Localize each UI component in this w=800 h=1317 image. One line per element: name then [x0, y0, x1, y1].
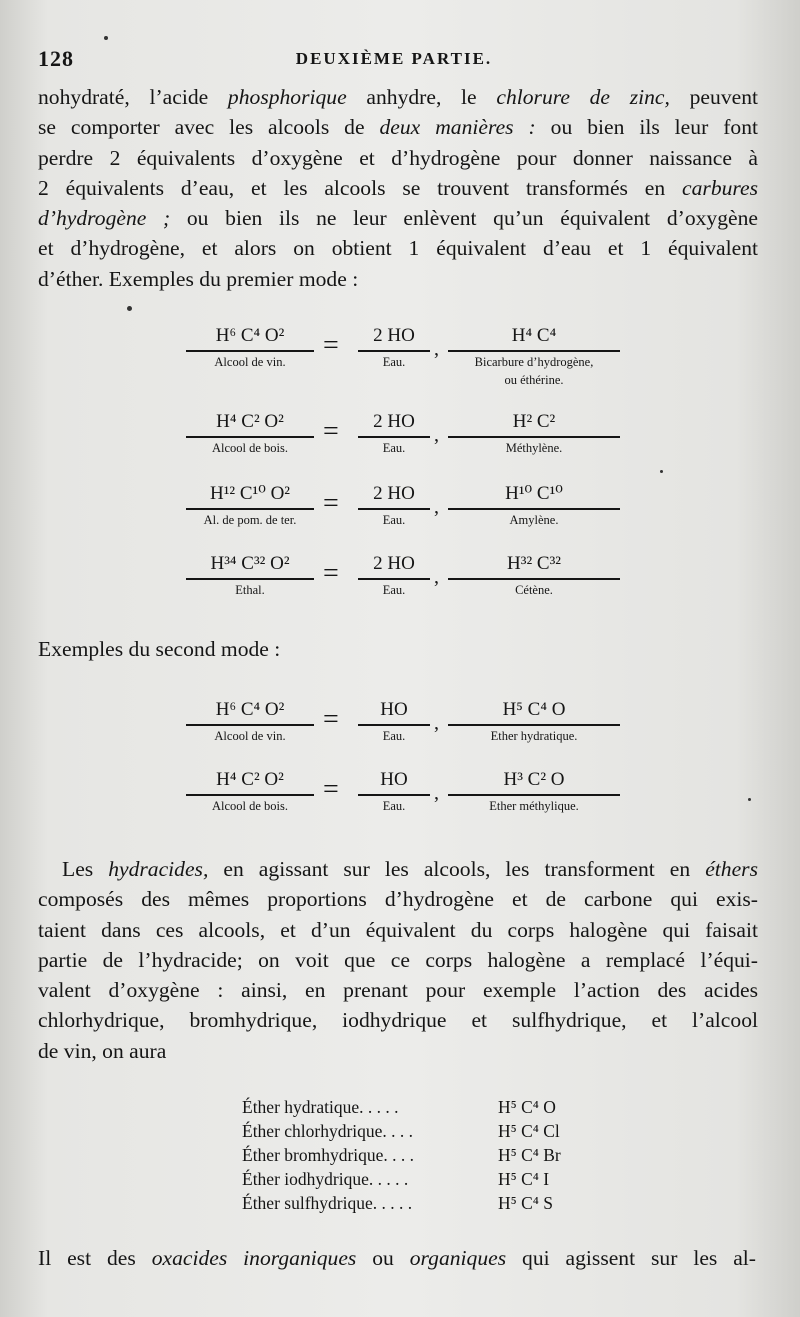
ether-name: Éther sulfhydrique. . . . . — [242, 1193, 413, 1213]
ether-row — [242, 1191, 602, 1215]
text-line — [38, 173, 758, 203]
water-formula-label: Eau. — [382, 441, 406, 455]
text-run: deux manières : — [379, 115, 536, 140]
equals-sign: = — [323, 416, 339, 447]
text-run: se comporter avec les alcools de — [38, 115, 380, 140]
product-formula — [448, 698, 620, 744]
water-formula — [358, 324, 430, 370]
reactant-formula-numerator: H³⁴ C³² O² — [186, 552, 314, 580]
reactant-formula-label: Alcool de bois. — [211, 441, 289, 455]
product-formula-numerator: H⁴ C⁴ — [448, 324, 620, 352]
text-run: en agissant sur les alcools, les transforment en — [208, 857, 706, 881]
equals-sign: = — [323, 704, 339, 735]
product-formula-numerator: H² C² — [448, 410, 620, 438]
ether-row — [242, 1167, 602, 1191]
text-run: d’éther. Exemples du premier mode : — [38, 266, 359, 291]
comma-separator: , — [434, 712, 439, 734]
comma-separator: , — [434, 496, 439, 518]
comma-separator: , — [434, 782, 439, 804]
water-formula-numerator: HO — [358, 768, 430, 796]
equation-first-mode — [186, 324, 626, 386]
comma-separator: , — [434, 566, 439, 588]
text-line — [38, 1005, 758, 1035]
text-run: organiques — [409, 1246, 507, 1270]
text-run: ou — [356, 1246, 410, 1270]
water-formula-label: Eau. — [382, 513, 406, 527]
text-run: Les — [62, 857, 109, 881]
ether-formula: H⁵ C⁴ S — [498, 1193, 553, 1213]
equals-sign: = — [323, 558, 339, 589]
equation-second-mode — [186, 698, 626, 760]
text-line — [38, 264, 758, 294]
water-formula — [358, 410, 430, 456]
comma-separator: , — [434, 338, 439, 360]
text-run: chlorhydrique, bromhydrique, iodhydrique et sulfhydrique, et l’alcool — [38, 1008, 758, 1033]
product-formula-label: Bicarbure d’hydrogène, — [474, 355, 594, 369]
ether-name: Éther bromhydrique. . . . — [242, 1145, 415, 1165]
water-formula-label: Eau. — [382, 799, 406, 813]
product-formula — [448, 410, 620, 456]
text-run: composés des mêmes proportions d’hydrogène et de carbone qui exis- — [38, 887, 758, 912]
text-run: éthers — [705, 857, 758, 881]
reactant-formula-numerator: H⁶ C⁴ O² — [186, 324, 314, 352]
reactant-formula-label: Alcool de bois. — [211, 799, 289, 813]
text-line — [38, 203, 758, 233]
text-line — [38, 915, 758, 945]
equation-first-mode — [186, 410, 626, 472]
text-run: nohydraté, l’acide — [38, 85, 228, 109]
text-run: Il est des — [38, 1246, 152, 1270]
ether-row — [242, 1143, 602, 1167]
paragraph-hydracides — [38, 854, 758, 1066]
water-formula-numerator: 2 HO — [358, 410, 430, 438]
ether-row — [242, 1095, 602, 1119]
ether-formula-table — [242, 1095, 602, 1215]
water-formula-label: Eau. — [382, 355, 406, 369]
text-line — [38, 112, 758, 142]
water-formula-label: Eau. — [382, 583, 406, 597]
product-formula-label: Méthylène. — [505, 441, 563, 455]
text-line — [38, 1246, 756, 1270]
running-head: DEUXIÈME PARTIE. — [295, 49, 493, 68]
product-label-continued: ou éthérine. — [504, 373, 564, 387]
reactant-formula-label: Alcool de vin. — [214, 355, 286, 369]
paragraph-oxacides — [38, 1243, 756, 1273]
product-formula — [448, 482, 620, 528]
ink-speck — [127, 306, 132, 311]
reactant-formula-numerator: H¹² C¹⁰ O² — [186, 482, 314, 510]
reactant-formula-numerator: H⁴ C² O² — [186, 410, 314, 438]
water-formula — [358, 482, 430, 528]
product-formula-label: Ether méthylique. — [489, 799, 579, 813]
water-formula-numerator: 2 HO — [358, 324, 430, 352]
text-line — [38, 82, 758, 112]
reactant-formula-numerator: H⁴ C² O² — [186, 768, 314, 796]
text-line — [38, 233, 758, 263]
text-line — [38, 1036, 758, 1066]
text-run: 2 équivalents d’eau, et les alcools se trouvent transformés en — [38, 175, 683, 200]
reactant-formula — [186, 482, 314, 528]
equation-first-mode — [186, 552, 626, 614]
product-formula — [448, 552, 620, 598]
equals-sign: = — [323, 488, 339, 519]
equation-first-mode — [186, 482, 626, 544]
text-run: oxacides inorganiques — [151, 1246, 357, 1270]
text-run: chlorure de zinc, — [496, 85, 670, 109]
equals-sign: = — [323, 330, 339, 361]
water-formula — [358, 552, 430, 598]
text-run: ou bien ils leur font — [535, 115, 758, 140]
reactant-formula — [186, 410, 314, 456]
product-formula-numerator: H³ C² O — [448, 768, 620, 796]
reactant-formula — [186, 324, 314, 370]
water-formula-numerator: HO — [358, 698, 430, 726]
product-formula-label: Cétène. — [515, 583, 553, 597]
text-line — [38, 884, 758, 914]
text-run: phosphorique — [227, 85, 347, 109]
comma-separator: , — [434, 424, 439, 446]
text-line — [38, 854, 758, 884]
equals-sign: = — [323, 774, 339, 805]
ether-formula: H⁵ C⁴ I — [498, 1169, 550, 1189]
second-mode-heading: Exemples du second mode : — [38, 637, 281, 661]
paragraph-dehydration-intro — [38, 82, 758, 294]
ether-name: Éther hydratique. . . . . — [242, 1097, 399, 1117]
ether-formula: H⁵ C⁴ O — [498, 1097, 556, 1117]
reactant-formula-label: Al. de pom. de ter. — [203, 513, 297, 527]
product-formula-numerator: H⁵ C⁴ O — [448, 698, 620, 726]
text-run: valent d’oxygène : ainsi, en prenant pour exemple l’action des acides — [38, 978, 758, 1003]
ether-formula: H⁵ C⁴ Br — [498, 1145, 561, 1165]
water-formula — [358, 698, 430, 744]
reactant-formula — [186, 698, 314, 744]
text-run: hydracides, — [108, 857, 209, 881]
equation-second-mode — [186, 768, 626, 830]
ether-name: Éther chlorhydrique. . . . — [242, 1121, 414, 1141]
page-number: 128 — [38, 46, 74, 71]
product-formula — [448, 768, 620, 814]
ink-speck — [748, 798, 751, 801]
text-run: perdre 2 équivalents d’oxygène et d’hydrogène pour donner naissance à — [38, 145, 758, 170]
text-run: taient dans ces alcools, et d’un équivalent du corps halogène qui faisait — [38, 917, 758, 942]
text-run: ou bien ils ne leur enlèvent qu’un équivalent d’oxygène — [170, 206, 758, 231]
water-formula — [358, 768, 430, 814]
text-run: partie de l’hydracide; on voit que ce corps halogène a remplacé l’équi- — [38, 947, 758, 972]
reactant-formula-numerator: H⁶ C⁴ O² — [186, 698, 314, 726]
reactant-formula — [186, 768, 314, 814]
product-formula-label: Amylène. — [509, 513, 559, 527]
text-line — [38, 143, 758, 173]
text-run: anhydre, le — [346, 85, 497, 109]
reactant-formula-label: Ethal. — [235, 583, 265, 597]
text-line — [38, 975, 758, 1005]
reactant-formula-label: Alcool de vin. — [214, 729, 286, 743]
text-run: de vin, on aura — [38, 1038, 167, 1063]
text-line — [38, 945, 758, 975]
reactant-formula — [186, 552, 314, 598]
water-formula-numerator: 2 HO — [358, 482, 430, 510]
ink-speck — [660, 470, 663, 473]
text-run: d’hydrogène ; — [38, 206, 171, 231]
product-formula-label: Ether hydratique. — [490, 729, 578, 743]
text-run: peuvent — [669, 85, 758, 109]
ether-row — [242, 1119, 602, 1143]
text-run: qui agissent sur les al- — [506, 1246, 756, 1270]
page-header — [38, 46, 750, 76]
water-formula-numerator: 2 HO — [358, 552, 430, 580]
text-run: carbures — [682, 175, 758, 200]
text-run: et d’hydrogène, et alors on obtient 1 équivalent d’eau et 1 équivalent — [38, 236, 758, 261]
product-formula — [448, 324, 620, 388]
product-formula-numerator: H³² C³² — [448, 552, 620, 580]
product-formula-numerator: H¹⁰ C¹⁰ — [448, 482, 620, 510]
ether-formula: H⁵ C⁴ Cl — [498, 1121, 560, 1141]
water-formula-label: Eau. — [382, 729, 406, 743]
ether-name: Éther iodhydrique. . . . . — [242, 1169, 409, 1189]
ink-speck — [104, 36, 108, 40]
